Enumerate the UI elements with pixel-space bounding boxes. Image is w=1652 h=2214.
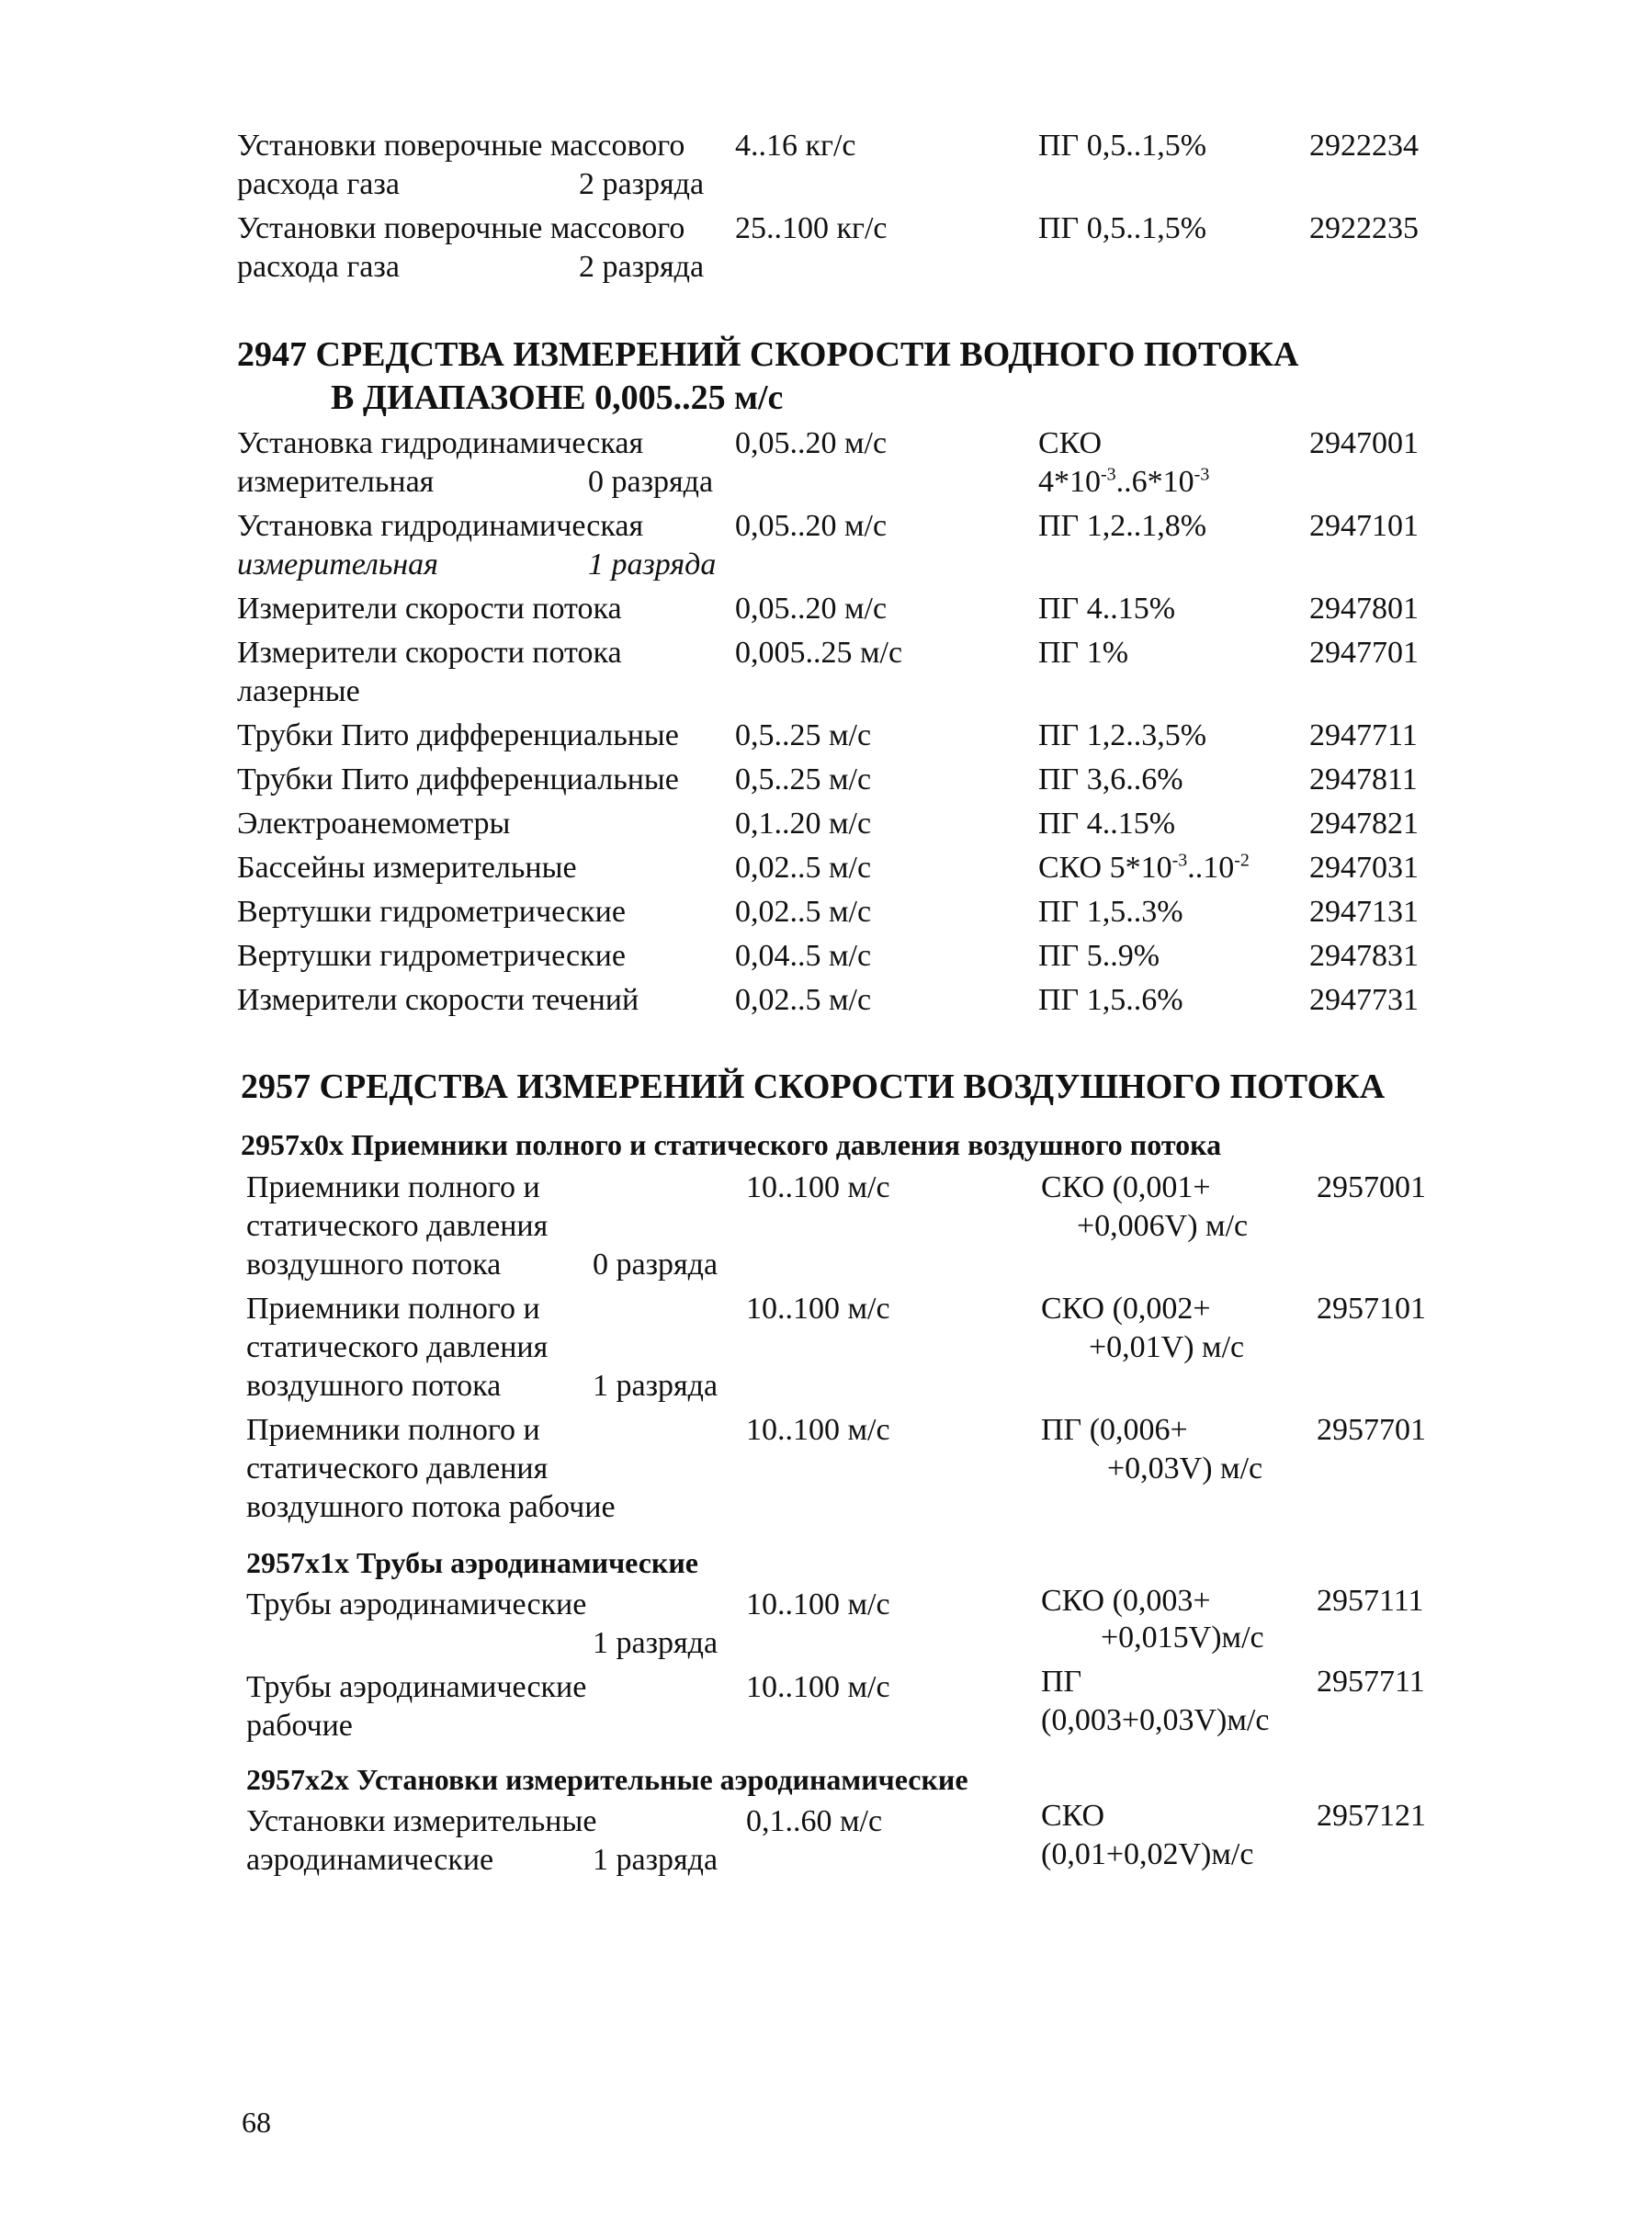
error-value: ПГ 3,6..6% (1038, 762, 1183, 796)
error-value: ПГ 1,5..3% (1038, 895, 1183, 929)
error-value: ПГ 1,2..1,8% (1038, 509, 1207, 543)
instrument-name-cont: воздушного потока (246, 1369, 502, 1403)
code-value: 2947031 (1309, 851, 1419, 885)
error-value-cont: (0,01+0,02V)м/с (1041, 1837, 1254, 1871)
section-heading-cont: В ДИАПАЗОНЕ 0,005..25 м/с (331, 378, 784, 417)
range-value: 0,1..60 м/с (746, 1804, 883, 1838)
subsection-heading: 2957x2x Установки измерительные аэродинамические (246, 1763, 968, 1796)
instrument-name-cont: рабочие (246, 1709, 353, 1743)
subsection-heading: 2957x1x Трубы аэродинамические (246, 1546, 698, 1579)
error-value: СКО (1041, 1799, 1105, 1833)
code-value: 2947001 (1309, 426, 1419, 460)
code-value: 2957121 (1317, 1799, 1426, 1833)
instrument-name: Установки измерительные (246, 1804, 597, 1838)
instrument-name: Установка гидродинамическая (237, 509, 644, 543)
code-value: 2957111 (1317, 1584, 1424, 1618)
instrument-name-cont: статического давления (246, 1330, 549, 1364)
error-value-cont: +0,006V) м/с (1077, 1209, 1249, 1243)
range-value: 10..100 м/с (746, 1292, 890, 1326)
instrument-name: Измерители скорости течений (237, 983, 639, 1017)
instrument-name: Трубы аэродинамические (246, 1670, 587, 1704)
range-value: 0,05..20 м/с (735, 426, 888, 460)
range-value: 0,1..20 м/с (735, 807, 872, 841)
range-value: 10..100 м/с (746, 1413, 890, 1447)
instrument-name: Установки поверочные массового (237, 211, 685, 245)
range-value: 10..100 м/с (746, 1587, 890, 1621)
grade-label: 0 разряда (588, 465, 714, 499)
range-value: 0,5..25 м/с (735, 718, 872, 752)
code-value: 2957711 (1317, 1665, 1425, 1699)
error-value: ПГ (0,006+ (1041, 1413, 1188, 1447)
code-value: 2922234 (1309, 129, 1419, 163)
range-value: 10..100 м/с (746, 1170, 890, 1204)
instrument-name-cont: измерительная (237, 465, 435, 499)
section-heading: 2947 СРЕДСТВА ИЗМЕРЕНИЙ СКОРОСТИ ВОДНОГО ПОТОКА (237, 335, 1299, 374)
code-value: 2947831 (1309, 939, 1419, 973)
instrument-name-cont: измерительная (237, 548, 438, 582)
error-value: ПГ 4..15% (1038, 592, 1176, 626)
instrument-name: Электроанемометры (237, 807, 511, 841)
range-value: 0,05..20 м/с (735, 509, 888, 543)
code-value: 2947811 (1309, 762, 1418, 796)
range-value: 0,05..20 м/с (735, 592, 888, 626)
instrument-name-cont: воздушного потока (246, 1248, 502, 1282)
error-value: СКО $5*10^{-3}..10^{-2}$ (1038, 850, 1250, 885)
grade-label: 0 разряда (593, 1248, 719, 1282)
section-heading: 2957 СРЕДСТВА ИЗМЕРЕНИЙ СКОРОСТИ ВОЗДУШНОГО ПОТОКА (241, 1067, 1386, 1106)
error-value: ПГ 1,5..6% (1038, 983, 1183, 1017)
instrument-name: Установки поверочные массового (237, 129, 685, 163)
grade-label: 1 разряда (593, 1843, 719, 1877)
error-value-cont: +0,03V) м/с (1107, 1452, 1263, 1485)
instrument-name-cont: расхода газа (237, 167, 400, 201)
error-value-cont: $4*10^{-3}..6*10^{-3}$ (1038, 464, 1210, 499)
error-value: ПГ 0,5..1,5% (1038, 129, 1207, 163)
error-value: СКО (0,002+ (1041, 1292, 1211, 1326)
instrument-name-cont: аэродинамические (246, 1843, 494, 1877)
error-value: СКО (0,001+ (1041, 1170, 1211, 1204)
code-value: 2922235 (1309, 211, 1419, 245)
instrument-name: Приемники полного и (246, 1413, 540, 1447)
instrument-name-cont: воздушного потока рабочие (246, 1490, 616, 1524)
error-value: ПГ 0,5..1,5% (1038, 211, 1207, 245)
code-value: 2947131 (1309, 895, 1419, 929)
page-number: 68 (242, 2106, 271, 2139)
subsection-heading: 2957x0x Приемники полного и статического давления воздушного потока (241, 1128, 1222, 1161)
instrument-name: Приемники полного и (246, 1292, 540, 1326)
instrument-name: Измерители скорости потока (237, 592, 622, 626)
instrument-name: Трубы аэродинамические (246, 1587, 587, 1621)
instrument-name-cont: расхода газа (237, 250, 400, 284)
code-value: 2947711 (1309, 718, 1418, 752)
error-value: ПГ (1041, 1665, 1082, 1699)
range-value: 0,02..5 м/с (735, 895, 872, 929)
instrument-name: Трубки Пито дифференциальные (237, 718, 679, 752)
error-value: ПГ 1,2..3,5% (1038, 718, 1207, 752)
code-value: 2957001 (1317, 1170, 1426, 1204)
code-value: 2957701 (1317, 1413, 1426, 1447)
instrument-name: Установка гидродинамическая (237, 426, 644, 460)
instrument-name: Вертушки гидрометрические (237, 939, 626, 973)
code-value: 2947101 (1309, 509, 1419, 543)
error-value: СКО (0,003+ (1041, 1584, 1211, 1618)
grade-label: 2 разряда (579, 250, 705, 284)
error-value: ПГ 1% (1038, 636, 1129, 670)
grade-label: 1 разряда (588, 548, 717, 582)
code-value: 2947701 (1309, 636, 1419, 670)
error-value-cont: +0,01V) м/с (1089, 1330, 1245, 1364)
error-value-cont: +0,015V)м/с (1101, 1621, 1264, 1655)
range-value: 10..100 м/с (746, 1670, 890, 1704)
code-value: 2947801 (1309, 592, 1419, 626)
error-value: ПГ 5..9% (1038, 939, 1160, 973)
range-value: 0,02..5 м/с (735, 851, 872, 885)
instrument-name: Измерители скорости потока (237, 636, 622, 670)
range-value: 4..16 кг/с (735, 129, 856, 163)
instrument-name-cont: статического давления (246, 1209, 549, 1243)
grade-label: 1 разряда (593, 1626, 719, 1660)
instrument-name-cont: лазерные (237, 674, 360, 708)
range-value: 0,04..5 м/с (735, 939, 872, 973)
instrument-name: Вертушки гидрометрические (237, 895, 626, 929)
instrument-name: Приемники полного и (246, 1170, 540, 1204)
error-value: СКО (1038, 426, 1103, 460)
instrument-name: Трубки Пито дифференциальные (237, 762, 679, 796)
code-value: 2957101 (1317, 1292, 1426, 1326)
range-value: 0,5..25 м/с (735, 762, 872, 796)
grade-label: 1 разряда (593, 1369, 719, 1403)
code-value: 2947731 (1309, 983, 1419, 1017)
instrument-name: Бассейны измерительные (237, 851, 577, 885)
range-value: 25..100 кг/с (735, 211, 888, 245)
range-value: 0,02..5 м/с (735, 983, 872, 1017)
error-value-cont: (0,003+0,03V)м/с (1041, 1703, 1270, 1737)
code-value: 2947821 (1309, 807, 1419, 841)
grade-label: 2 разряда (579, 167, 705, 201)
range-value: 0,005..25 м/с (735, 636, 903, 670)
instrument-name-cont: статического давления (246, 1452, 549, 1485)
error-value: ПГ 4..15% (1038, 807, 1176, 841)
